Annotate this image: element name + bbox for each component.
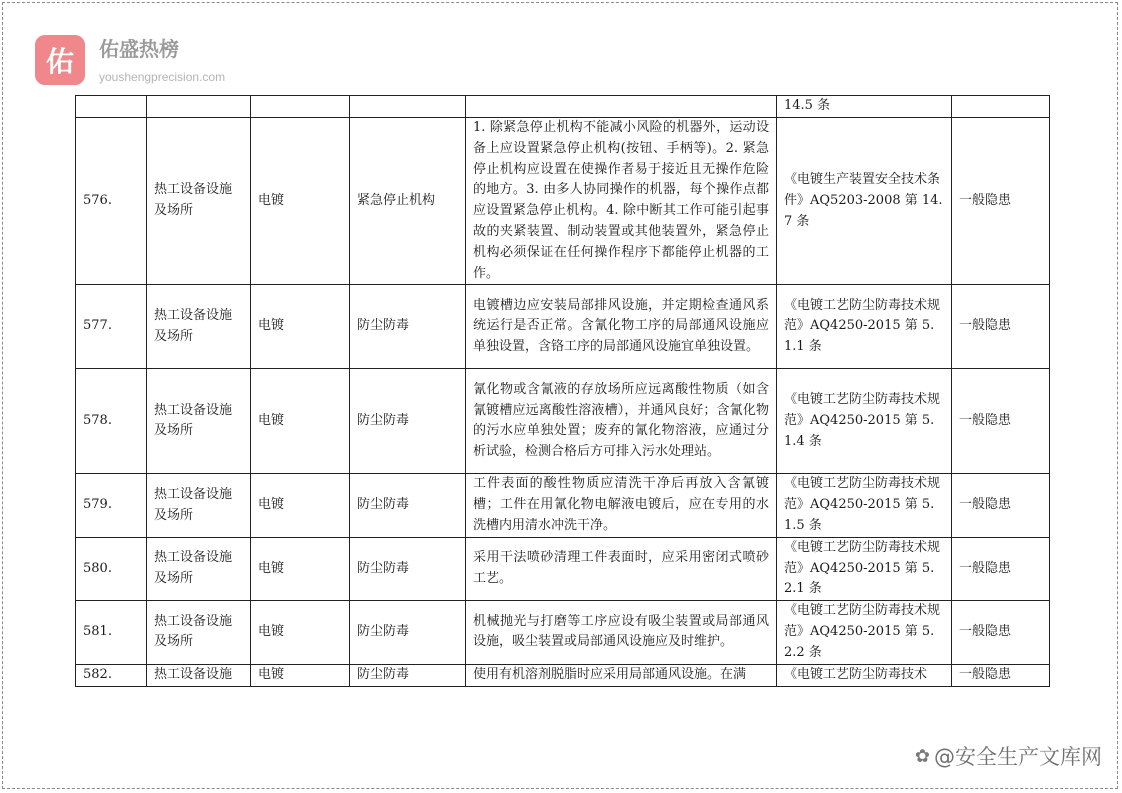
cell-no: 578.: [76, 369, 147, 474]
cell-category: 热工设备设施及场所: [147, 601, 251, 664]
cell-level: 一般隐患: [952, 118, 1050, 285]
cell-no: [76, 96, 147, 118]
cell-item: 防尘防毒: [350, 601, 466, 664]
cell-item: [350, 96, 466, 118]
table-row: [76, 369, 1050, 474]
cell-requirement: 使用有机溶剂脱脂时应采用局部通风设施。在满: [466, 664, 777, 686]
logo-title: 佑盛热榜: [99, 37, 179, 61]
cell-no: 576.: [76, 118, 147, 285]
cell-category: 热工设备设施及场所: [147, 369, 251, 474]
table-row: [76, 118, 1050, 285]
cell-level: 一般隐患: [952, 474, 1050, 537]
cell-category: 热工设备设施及场所: [147, 537, 251, 600]
cell-requirement: 1. 除紧急停止机构不能减小风险的机器外，运动设备上应设置紧急停止机构(按钮、手柄等)。2. 紧急停止机构应设置在使操作者易于接近且无操作危险的地方。3. 由多人协同操作的机器，每个操作点都应设置紧急停止机构。4. 除中断其工作可能引起事故的夹紧装置、制动装置或其他装置外，紧急停止机构必须保证在任何操作程序下都能停止机器的工作。: [466, 118, 777, 285]
cell-level: 一般隐患: [952, 601, 1050, 664]
cell-item: 防尘防毒: [350, 664, 466, 686]
cell-basis: 《电镀生产装置安全技术条件》AQ5203-2008 第 14.7 条: [777, 118, 952, 285]
watermark-text: @安全生产文库网: [934, 745, 1102, 769]
cell-item: 防尘防毒: [350, 474, 466, 537]
logo-url: youshengprecision.com: [99, 70, 226, 84]
cell-basis: 《电镀工艺防尘防毒技术规范》AQ4250-2015 第 5.1.1 条: [777, 285, 952, 369]
cell-category: 热工设备设施及场所: [147, 118, 251, 285]
cell-level: [952, 96, 1050, 118]
cell-item: 紧急停止机构: [350, 118, 466, 285]
cell-category: 热工设备设施及场所: [147, 474, 251, 537]
cell-no: 580.: [76, 537, 147, 600]
cell-subcategory: 电镀: [251, 369, 350, 474]
hazard-table: [75, 95, 1050, 687]
cell-no: 577.: [76, 285, 147, 369]
logo-text: [99, 35, 225, 84]
cell-subcategory: 电镀: [251, 664, 350, 686]
cell-basis: 《电镀工艺防尘防毒技术规范》AQ4250-2015 第 5.1.5 条: [777, 474, 952, 537]
cell-no: 579.: [76, 474, 147, 537]
table-row: [76, 285, 1050, 369]
cell-no: 581.: [76, 601, 147, 664]
cell-item: 防尘防毒: [350, 537, 466, 600]
table-row-continued: [76, 96, 1050, 118]
site-logo[interactable]: [35, 35, 225, 85]
cell-subcategory: 电镀: [251, 537, 350, 600]
cell-level: 一般隐患: [952, 537, 1050, 600]
cell-level: 一般隐患: [952, 369, 1050, 474]
cell-item: 防尘防毒: [350, 285, 466, 369]
paw-icon: ✿: [914, 745, 930, 767]
cell-item: 防尘防毒: [350, 369, 466, 474]
cell-basis: 《电镀工艺防尘防毒技术: [777, 664, 952, 686]
cell-category: 热工设备设施及场所: [147, 285, 251, 369]
cell-basis: 14.5 条: [777, 96, 952, 118]
cell-level: 一般隐患: [952, 664, 1050, 686]
cell-subcategory: 电镀: [251, 601, 350, 664]
cell-basis: 《电镀工艺防尘防毒技术规范》AQ4250-2015 第 5.2.1 条: [777, 537, 952, 600]
cell-no: 582.: [76, 664, 147, 686]
cell-requirement: [466, 96, 777, 118]
cell-level: 一般隐患: [952, 285, 1050, 369]
table-row: [76, 601, 1050, 664]
logo-badge: 佑: [35, 35, 85, 85]
table-row: [76, 537, 1050, 600]
cell-category: 热工设备设施: [147, 664, 251, 686]
cell-requirement: 氰化物或含氰液的存放场所应远离酸性物质（如含氰镀槽应远离酸性溶液槽），并通风良好；含氰化物的污水应单独处置；废弃的氰化物溶液，应通过分析试验，检测合格后方可排入污水处理站。: [466, 369, 777, 474]
cell-requirement: 采用干法喷砂清理工件表面时，应采用密闭式喷砂工艺。: [466, 537, 777, 600]
cell-basis: 《电镀工艺防尘防毒技术规范》AQ4250-2015 第 5.1.4 条: [777, 369, 952, 474]
cell-requirement: 电镀槽边应安装局部排风设施，并定期检查通风系统运行是否正常。含氰化物工序的局部通风设施应单独设置，含铬工序的局部通风设施宜单独设置。: [466, 285, 777, 369]
cell-subcategory: 电镀: [251, 474, 350, 537]
watermark: [915, 741, 1102, 771]
cell-requirement: 机械抛光与打磨等工序应设有吸尘装置或局部通风设施，吸尘装置或局部通风设施应及时维护。: [466, 601, 777, 664]
hazard-table-body: [76, 96, 1050, 687]
cell-subcategory: 电镀: [251, 285, 350, 369]
cell-basis: 《电镀工艺防尘防毒技术规范》AQ4250-2015 第 5.2.2 条: [777, 601, 952, 664]
cell-category: [147, 96, 251, 118]
cell-subcategory: 电镀: [251, 118, 350, 285]
table-row-partial: [76, 664, 1050, 686]
cell-subcategory: [251, 96, 350, 118]
table-row: [76, 474, 1050, 537]
cell-requirement: 工件表面的酸性物质应清洗干净后再放入含氰镀槽；工件在用氰化物电解液电镀后，应在专用的水洗槽内用清水冲洗干净。: [466, 474, 777, 537]
